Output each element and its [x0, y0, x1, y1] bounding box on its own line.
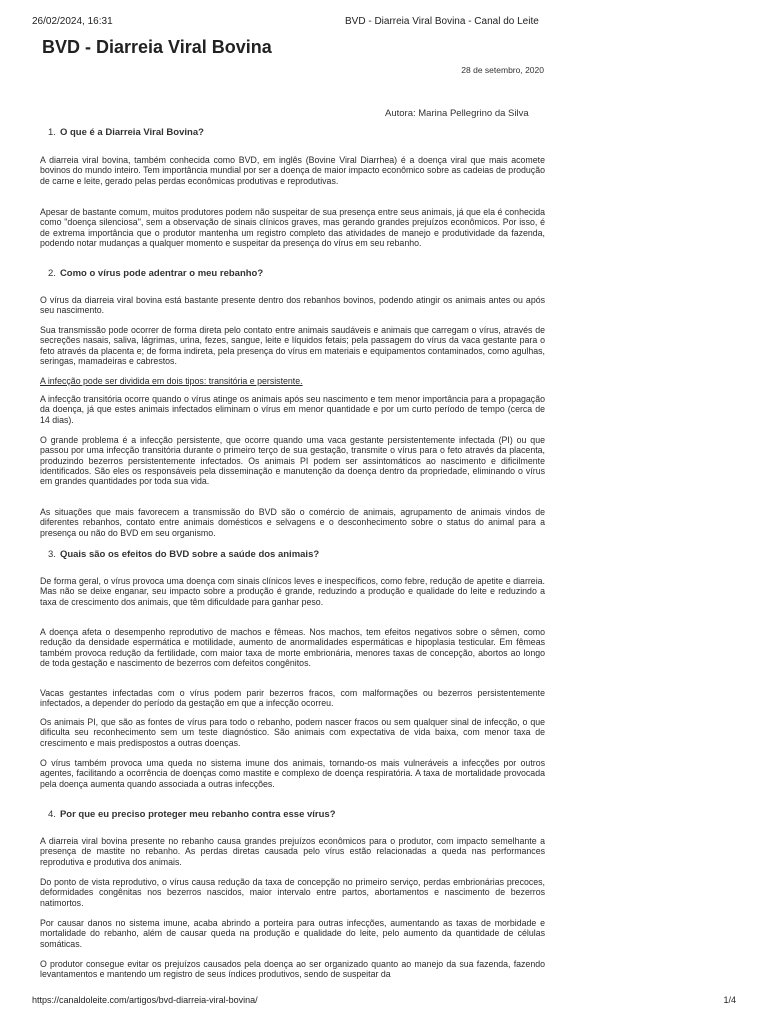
- paragraph-underlined: A infecção pode ser dividida em dois tipos: transitória e persistente.: [40, 376, 303, 386]
- paragraph: O grande problema é a infecção persistente, que ocorre quando uma vaca gestante persistentemente infectada (PI) ou que passou por uma infecção transitória durante o primeiro terço de sua gestação, transmite o vírus para o feto através da placenta, produzindo bezerros persistentemente infectados. Os animais PI podem ser assintomáticos ao nascimento e dificilmente identificados. São eles os responsáveis pela disseminação e manutenção da doença dentro da propriedade, eliminando o vírus em grandes quantidades por toda sua vida.: [40, 435, 545, 487]
- paragraph: O produtor consegue evitar os prejuízos causados pela doença ao ser organizado quanto ao manejo da sua fazenda, fazendo levantamentos e mantendo um registro de seus índices produtivos, sendo de suspeitar da: [40, 959, 545, 980]
- paragraph: Vacas gestantes infectadas com o vírus podem parir bezerros fracos, com malformações ou bezerros persistentemente infectados, a depender do período da gestação em que a infecção ocorreu.: [40, 688, 545, 709]
- paragraph: De forma geral, o vírus provoca uma doença com sinais clínicos leves e inespecíficos, como febre, redução de apetite e diarreia. Mas não se deixe enganar, seu impacto sobre a produção é grande, reduzindo a produção e qualidade do leite e reduzindo a taxa de crescimento dos animais, que têm dificuldade para ganhar peso.: [40, 576, 545, 607]
- paragraph: Os animais PI, que são as fontes de vírus para todo o rebanho, podem nascer fracos ou sem qualquer sinal de infecção, o que dificulta seu reconhecimento sem um teste diagnóstico. São animais com expectativa de vida baixa, com menor taxa de crescimento e mais predispostos a outras doenças.: [40, 717, 545, 748]
- section-number: 3.: [48, 549, 56, 560]
- section-heading-text: Quais são os efeitos do BVD sobre a saúde dos animais?: [59, 549, 320, 560]
- section-heading: [48, 549, 319, 560]
- paragraph: Por causar danos no sistema imune, acaba abrindo a porteira para outras infecções, aumentando as taxas de morbidade e mortalidade do rebanho, além de causar queda na produção e qualidade do leite, pelo aumento da quantidade de células somáticas.: [40, 918, 545, 949]
- section-heading: [48, 268, 263, 279]
- paragraph: O vírus também provoca uma queda no sistema imune dos animais, tornando-os mais vulneráveis a infecções por outros agentes, facilitando a ocorrência de doenças como mastite e complexo de doença respiratória. A taxa de mortalidade provocada pela doença aumenta quando associada a outras infecções.: [40, 758, 545, 789]
- article-date: 28 de setembro, 2020: [461, 65, 544, 75]
- paragraph: A infecção transitória ocorre quando o vírus atinge os animais após seu nascimento e tem menor importância para a propagação da doença, já que estes animais infectados eliminam o vírus em menor quantidade e por um curto período de tempo (cerca de 14 dias).: [40, 394, 545, 425]
- section-heading-text: Por que eu preciso proteger meu rebanho contra esse vírus?: [59, 809, 336, 820]
- paragraph: A doença afeta o desempenho reprodutivo de machos e fêmeas. Nos machos, tem efeitos negativos sobre o sêmen, como redução da densidade espermática e motilidade, aumento de anormalidades espermáticas e hipoplasia testicular. Em fêmeas também provoca redução da fertilidade, com maior taxa de morte embrionária, menores taxas de concepção, abortos ao longo de toda gestação e nascimento de bezerros com defeitos congênitos.: [40, 627, 545, 668]
- article-title: BVD - Diarreia Viral Bovina: [42, 37, 272, 57]
- section-number: 2.: [48, 268, 56, 279]
- print-datetime: 26/02/2024, 16:31: [32, 16, 113, 27]
- paragraph: A diarreia viral bovina, também conhecida como BVD, em inglês (Bovine Viral Diarrhea) é a doença viral que mais acomete bovinos do mundo inteiro. Tem importância mundial por ser a doença de maior impacto econômico sobre as cadeias de produção de carne e leite, gerado pelas perdas econômicas produtivas e reprodutivas.: [40, 155, 545, 186]
- paragraph: As situações que mais favorecem a transmissão do BVD são o comércio de animais, agrupamento de animais vindos de diferentes rebanhos, contato entre animais domésticos e selvagens e o desconhecimento sobre o status do animal para a presença ou não do BVD em seu organismo.: [40, 507, 545, 538]
- section-heading: [48, 809, 336, 820]
- article-author: Autora: Marina Pellegrino da Silva: [385, 108, 529, 119]
- print-page-number: 1/4: [723, 995, 736, 1005]
- paragraph: A diarreia viral bovina presente no rebanho causa grandes prejuízos econômicos para o produtor, com impacto semelhante a presença de mastite no rebanho. As perdas diretas causada pelo vírus estão relacionadas a queda nas performances reprodutiva e produtiva dos animais.: [40, 836, 545, 867]
- section-heading-text: O que é a Diarreia Viral Bovina?: [59, 127, 204, 138]
- section-heading-text: Como o vírus pode adentrar o meu rebanho?: [59, 268, 264, 279]
- paragraph: Sua transmissão pode ocorrer de forma direta pelo contato entre animais saudáveis e animais que carregam o vírus, através de secreções nasais, saliva, lágrimas, urina, fezes, sangue, leite e líquidos fetais; pela passagem do vírus da vaca gestante para o feto através da placenta e; de forma indireta, pela presença do vírus em materiais e equipamentos contaminados, como agulhas, seringas, mamadeiras e cabrestos.: [40, 325, 545, 366]
- paragraph: O vírus da diarreia viral bovina está bastante presente dentro dos rebanhos bovinos, podendo atingir os animais antes ou após seu nascimento.: [40, 295, 545, 316]
- paragraph: Do ponto de vista reprodutivo, o vírus causa redução da taxa de concepção no primeiro serviço, perdas embrionárias precoces, deformidades congênitas nos bezerros nascidos, maior intervalo entre partos, abortamentos e nascimento de bezerros natimortos.: [40, 877, 545, 908]
- print-page-title: BVD - Diarreia Viral Bovina - Canal do Leite: [345, 16, 539, 27]
- section-number: 1.: [48, 127, 56, 138]
- section-heading: [48, 127, 204, 138]
- print-url: https://canaldoleite.com/artigos/bvd-diarreia-viral-bovina/: [32, 995, 258, 1005]
- paragraph: Apesar de bastante comum, muitos produtores podem não suspeitar de sua presença entre seus animais, já que ela é conhecida como "doença silenciosa", sem a observação de sinais clínicos graves, mas gerando grandes prejuízos econômicos. Por isso, é de extrema importância que o produtor mantenha um registro completo das atividades de manejo e produtividade da fazenda, podendo notar mudanças a qualquer momento e suspeitar da presença do vírus em seu rebanho.: [40, 207, 545, 248]
- section-number: 4.: [48, 809, 56, 820]
